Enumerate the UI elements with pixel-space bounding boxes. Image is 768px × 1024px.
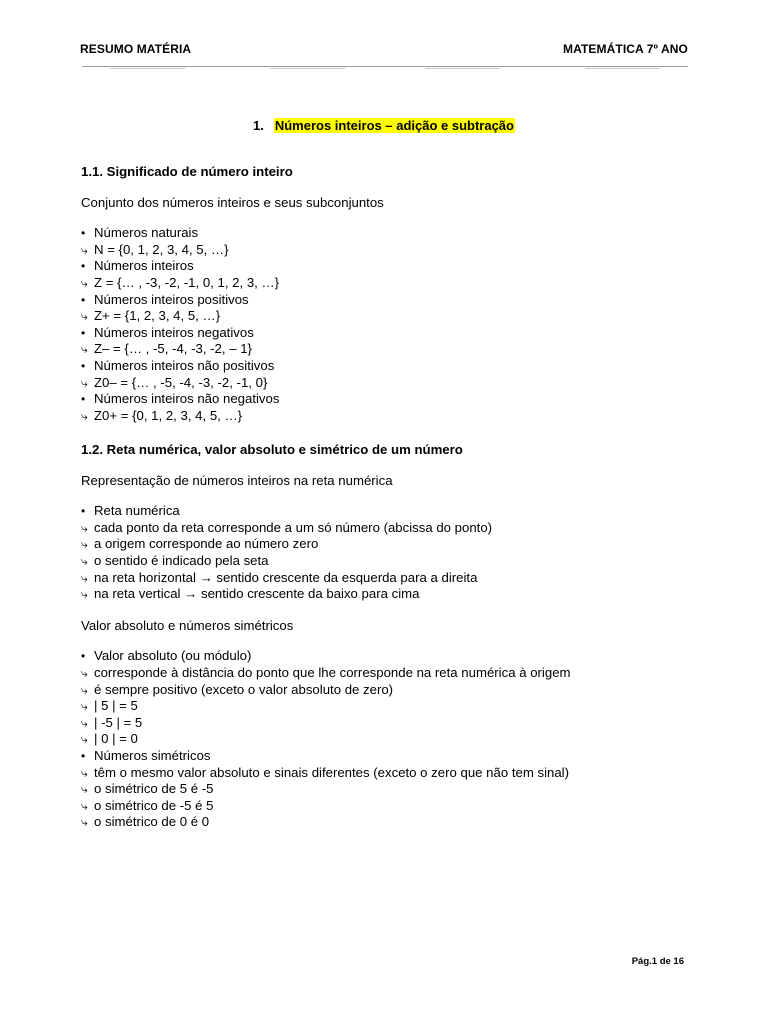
arrow-icon: ⤷ bbox=[81, 665, 88, 680]
sub-item bbox=[81, 765, 701, 782]
sub-item bbox=[81, 715, 701, 732]
header-rule-accent bbox=[270, 68, 345, 69]
sub-item bbox=[81, 731, 701, 748]
chapter-number: 1. bbox=[253, 118, 264, 133]
item-text: Z– = {… , -5, -4, -3, -2, – 1} bbox=[94, 341, 252, 357]
section-1-list bbox=[81, 225, 701, 424]
section-2-list-2 bbox=[81, 648, 701, 831]
arrow-icon: ⤷ bbox=[81, 375, 88, 390]
header-left: RESUMO MATÉRIA bbox=[80, 42, 192, 56]
bullet-icon: • bbox=[81, 504, 86, 519]
item-text: Valor absoluto (ou módulo) bbox=[94, 648, 252, 664]
item-text: a origem corresponde ao número zero bbox=[94, 536, 319, 552]
section-2-intro-2: Valor absoluto e números simétricos bbox=[81, 617, 294, 633]
item-text: têm o mesmo valor absoluto e sinais diferentes (exceto o zero que não tem sinal) bbox=[94, 764, 569, 780]
section-2-list bbox=[81, 503, 701, 603]
section-1-intro: Conjunto dos números inteiros e seus subconjuntos bbox=[81, 194, 384, 210]
bullet-icon: • bbox=[81, 259, 86, 274]
sub-item bbox=[81, 814, 701, 831]
arrow-icon: ⤷ bbox=[81, 520, 88, 535]
item-text: é sempre positivo (exceto o valor absoluto de zero) bbox=[94, 681, 394, 697]
bullet-item bbox=[81, 225, 701, 242]
section-2-intro: Representação de números inteiros na reta numérica bbox=[81, 472, 393, 488]
sub-item bbox=[81, 520, 701, 537]
bullet-item bbox=[81, 325, 701, 342]
sub-item bbox=[81, 798, 701, 815]
bullet-item bbox=[81, 748, 701, 765]
bullet-icon: • bbox=[81, 748, 86, 763]
bullet-icon: • bbox=[81, 358, 86, 373]
arrow-icon: ⤷ bbox=[81, 732, 88, 747]
item-text: N = {0, 1, 2, 3, 4, 5, …} bbox=[94, 241, 229, 257]
item-text: na reta vertical → sentido crescente da baixo para cima bbox=[94, 586, 420, 602]
item-text: o sentido é indicado pela seta bbox=[94, 552, 269, 568]
item-text: o simétrico de -5 é 5 bbox=[94, 797, 214, 813]
item-text: na reta horizontal → sentido crescente da esquerda para a direita bbox=[94, 569, 478, 585]
arrow-icon: ⤷ bbox=[81, 699, 88, 714]
bullet-item bbox=[81, 503, 701, 520]
bullet-item bbox=[81, 258, 701, 275]
item-text: o simétrico de 5 é -5 bbox=[94, 781, 214, 797]
section-1-heading: 1.1. Significado de número inteiro bbox=[81, 164, 293, 179]
sub-item bbox=[81, 665, 701, 682]
bullet-icon: • bbox=[81, 392, 86, 407]
sub-item bbox=[81, 570, 701, 587]
item-text: | 5 | = 5 bbox=[94, 698, 138, 714]
section-1 bbox=[81, 164, 701, 424]
item-text: | -5 | = 5 bbox=[94, 714, 143, 730]
sub-item bbox=[81, 242, 701, 259]
sub-item bbox=[81, 781, 701, 798]
item-text: cada ponto da reta corresponde a um só número (abcissa do ponto) bbox=[94, 519, 493, 535]
item-text: | 0 | = 0 bbox=[94, 731, 138, 747]
sub-item bbox=[81, 553, 701, 570]
arrow-icon: ⤷ bbox=[81, 309, 88, 324]
item-text: corresponde à distância do ponto que lhe corresponde na reta numérica à origem bbox=[94, 664, 571, 680]
arrow-icon: ⤷ bbox=[81, 553, 88, 568]
header-rule-accent bbox=[110, 68, 185, 69]
item-text: o simétrico de 0 é 0 bbox=[94, 814, 210, 830]
item-text: Números inteiros não negativos bbox=[94, 391, 280, 407]
header-right: MATEMÁTICA 7º ANO bbox=[563, 42, 688, 56]
arrow-icon: ⤷ bbox=[81, 782, 88, 797]
sub-item bbox=[81, 275, 701, 292]
item-text: Z = {… , -3, -2, -1, 0, 1, 2, 3, …} bbox=[94, 274, 280, 290]
chapter-title-text: Números inteiros – adição e subtração bbox=[274, 118, 514, 133]
bullet-item bbox=[81, 648, 701, 665]
arrow-icon: ⤷ bbox=[81, 570, 88, 585]
sub-item bbox=[81, 682, 701, 699]
section-2-heading: 1.2. Reta numérica, valor absoluto e simétrico de um número bbox=[81, 442, 463, 457]
arrow-icon: ⤷ bbox=[81, 798, 88, 813]
arrow-icon: ⤷ bbox=[81, 715, 88, 730]
sub-item bbox=[81, 308, 701, 325]
item-text: Números inteiros bbox=[94, 258, 194, 274]
bullet-icon: • bbox=[81, 649, 86, 664]
item-text: Z0– = {… , -5, -4, -3, -2, -1, 0} bbox=[94, 374, 268, 390]
arrow-icon: ⤷ bbox=[81, 537, 88, 552]
sub-item bbox=[81, 586, 701, 603]
chapter-title bbox=[0, 118, 768, 133]
arrow-icon: ⤷ bbox=[81, 408, 88, 423]
sub-item bbox=[81, 536, 701, 553]
arrow-icon: ⤷ bbox=[81, 275, 88, 290]
arrow-icon: ⤷ bbox=[81, 342, 88, 357]
item-text: Z+ = {1, 2, 3, 4, 5, …} bbox=[94, 308, 221, 324]
sub-item bbox=[81, 698, 701, 715]
bullet-item bbox=[81, 358, 701, 375]
header-rule-accent bbox=[585, 68, 660, 69]
bullet-item bbox=[81, 391, 701, 408]
arrow-icon: ⤷ bbox=[81, 682, 88, 697]
item-text: Números inteiros positivos bbox=[94, 291, 249, 307]
arrow-icon: ⤷ bbox=[81, 242, 88, 257]
bullet-icon: • bbox=[81, 325, 86, 340]
header-rule-accent bbox=[425, 68, 500, 69]
arrow-icon: ⤷ bbox=[81, 815, 88, 830]
item-text: Reta numérica bbox=[94, 503, 180, 519]
arrow-icon: ⤷ bbox=[81, 587, 88, 602]
arrow-icon: ⤷ bbox=[81, 765, 88, 780]
bullet-icon: • bbox=[81, 226, 86, 241]
item-text: Números simétricos bbox=[94, 747, 211, 763]
section-2 bbox=[81, 442, 701, 831]
item-text: Z0+ = {0, 1, 2, 3, 4, 5, …} bbox=[94, 407, 243, 423]
header-rule bbox=[82, 66, 688, 67]
item-text: Números naturais bbox=[94, 225, 199, 241]
bullet-item bbox=[81, 292, 701, 309]
item-text: Números inteiros negativos bbox=[94, 324, 254, 340]
page-number: Pág.1 de 16 bbox=[631, 956, 684, 967]
bullet-icon: • bbox=[81, 292, 86, 307]
item-text: Números inteiros não positivos bbox=[94, 357, 275, 373]
sub-item bbox=[81, 408, 701, 425]
sub-item bbox=[81, 375, 701, 392]
sub-item bbox=[81, 341, 701, 358]
